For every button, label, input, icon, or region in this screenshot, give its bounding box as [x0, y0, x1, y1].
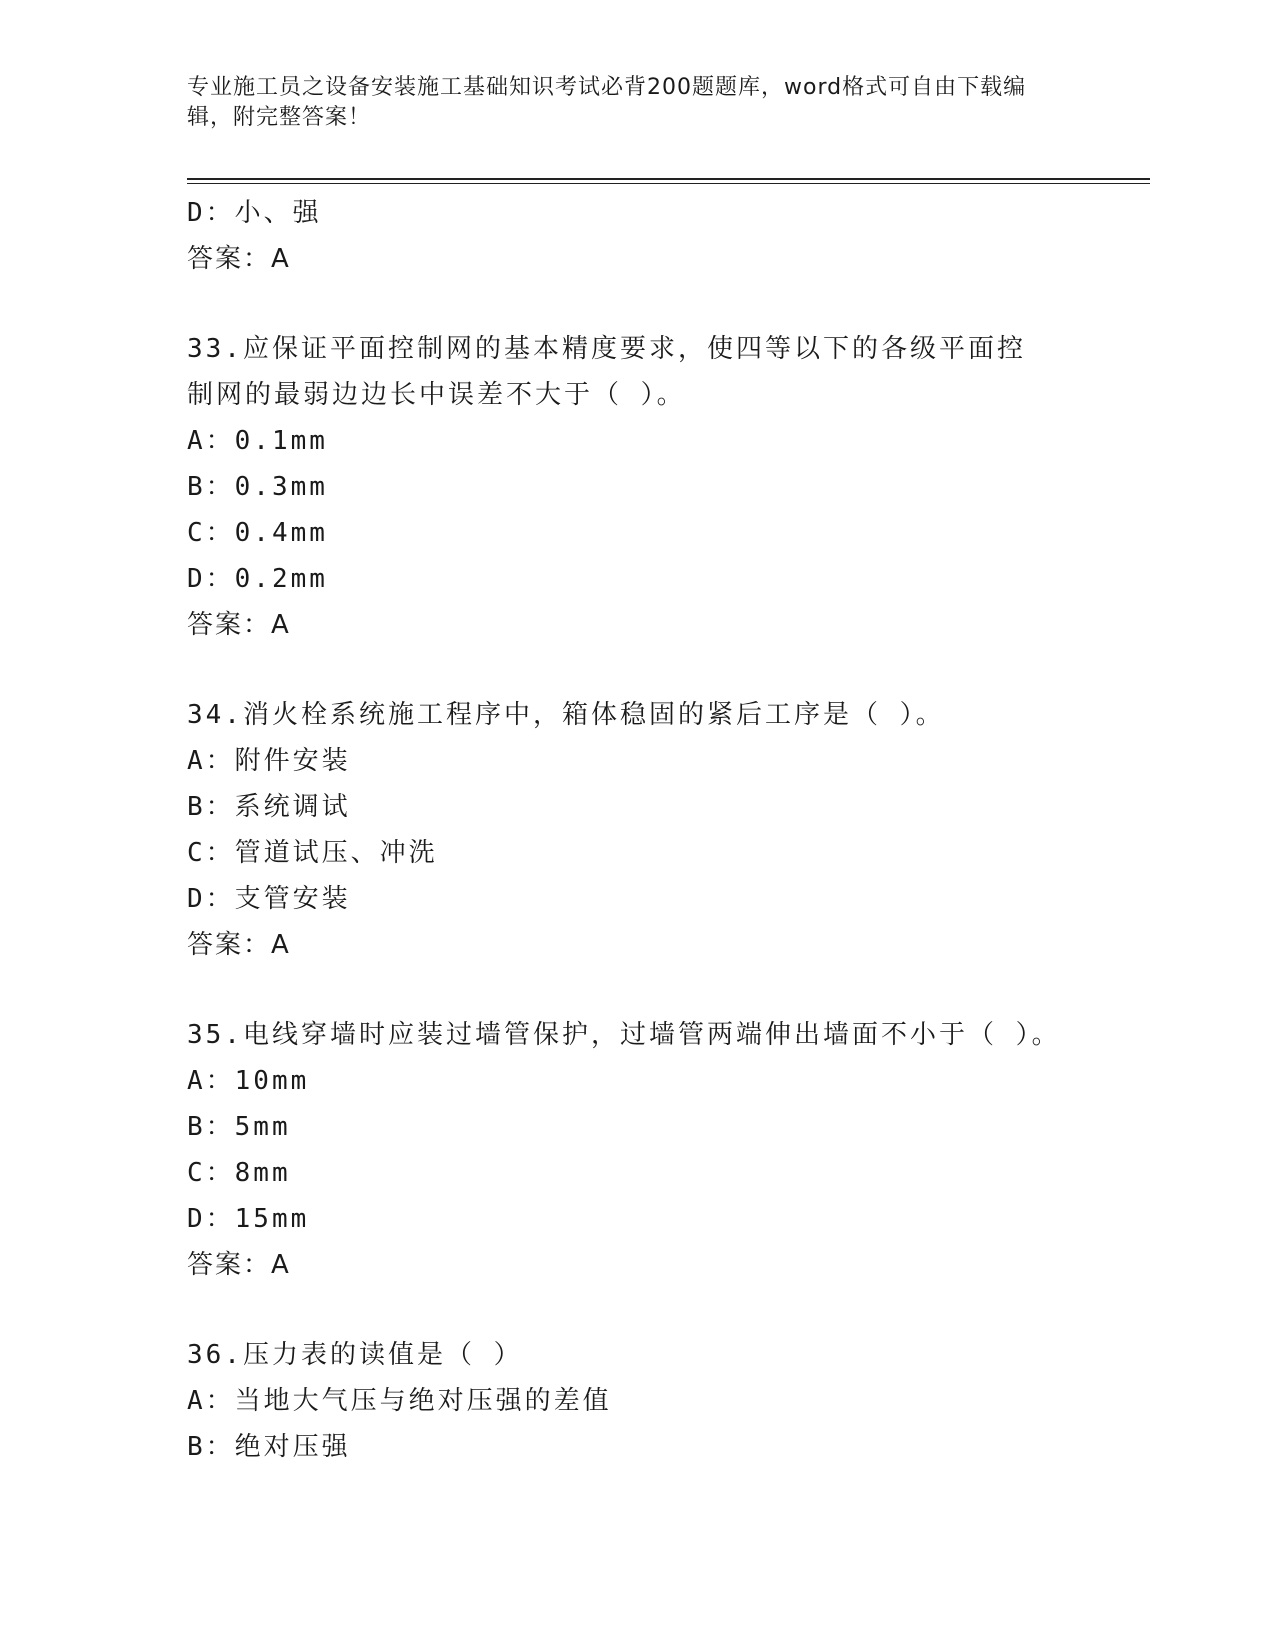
- option-c: C：8mm: [187, 1158, 291, 1188]
- document-header: 专业施工员之设备安装施工基础知识考试必背200题题库，word格式可自由下载编辑，附完整答案！: [187, 75, 1027, 130]
- option-b: B：0.3mm: [187, 472, 328, 502]
- option-b: B：5mm: [187, 1112, 291, 1142]
- option-c: C：0.4mm: [187, 518, 328, 548]
- header-divider-thin: [187, 183, 1150, 184]
- option-d: D：支管安装: [187, 884, 351, 914]
- option-a: A：0.1mm: [187, 426, 328, 456]
- answer-line: 答案：A: [187, 610, 291, 640]
- question-34: [187, 692, 1087, 968]
- question-36: [187, 1332, 1087, 1470]
- answer-line: 答案：A: [187, 244, 291, 274]
- question-33: [187, 326, 1087, 648]
- answer-line: 答案：A: [187, 1250, 291, 1280]
- option-d: D：小、强: [187, 198, 322, 228]
- option-a: A：附件安装: [187, 746, 351, 776]
- question-stem: 36.压力表的读值是（ ）: [187, 1340, 523, 1370]
- option-b: B：系统调试: [187, 792, 351, 822]
- option-a: A：10mm: [187, 1066, 310, 1096]
- option-c: C：管道试压、冲洗: [187, 838, 438, 868]
- question-stem: 33.应保证平面控制网的基本精度要求，使四等以下的各级平面控制网的最弱边边长中误差不大于（ ）。: [187, 334, 1026, 410]
- option-d: D：15mm: [187, 1204, 310, 1234]
- question-stem: 35.电线穿墙时应装过墙管保护，过墙管两端伸出墙面不小于（ ）。: [187, 1020, 1061, 1050]
- answer-line: 答案：A: [187, 930, 291, 960]
- previous-question-tail: [187, 190, 1087, 282]
- question-stem: 34.消火栓系统施工程序中，箱体稳固的紧后工序是（ ）。: [187, 700, 945, 730]
- option-b: B：绝对压强: [187, 1432, 351, 1462]
- option-d: D：0.2mm: [187, 564, 328, 594]
- question-35: [187, 1012, 1087, 1288]
- header-divider-thick: [187, 178, 1150, 180]
- option-a: A：当地大气压与绝对压强的差值: [187, 1386, 612, 1416]
- document-body: [187, 190, 1087, 1470]
